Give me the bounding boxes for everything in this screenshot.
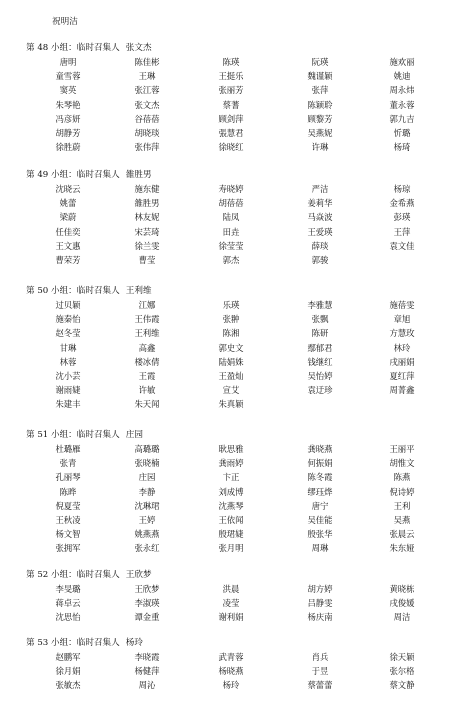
member-name: 郭史文 xyxy=(218,342,244,353)
member-name: 金希燕 xyxy=(389,198,415,209)
member-name: 王婷 xyxy=(138,514,156,525)
member-name: 王萍 xyxy=(393,226,411,237)
member-name: 陆娟姝 xyxy=(218,356,244,367)
member-name: 李淑瑛 xyxy=(134,598,160,609)
member-name: 龚雨婷 xyxy=(218,458,244,469)
group-convener: 张文杰 xyxy=(125,43,152,53)
member-row xyxy=(0,241,452,255)
member-name: 陈颖聆 xyxy=(307,99,333,110)
member-row xyxy=(0,212,452,226)
member-table xyxy=(0,184,452,269)
member-row xyxy=(0,666,452,680)
member-name: 李雅慧 xyxy=(307,300,333,310)
member-row xyxy=(0,328,452,342)
member-name: 雒胜男 xyxy=(134,198,160,209)
member-name: 高璐璐 xyxy=(134,444,160,454)
group-title: 第 48 小组：临时召集人 xyxy=(26,43,120,53)
member-row xyxy=(0,598,452,612)
member-name: 周菁鑫 xyxy=(389,385,415,396)
member-name: 倪诗婷 xyxy=(389,486,415,497)
member-name: 阮瑛 xyxy=(311,57,329,67)
member-name: 陈瑛 xyxy=(222,57,240,67)
member-name: 凌莹 xyxy=(222,598,240,609)
member-name: 王爱瑛 xyxy=(307,226,333,237)
member-row xyxy=(0,343,452,357)
group-header xyxy=(26,430,143,441)
member-name: 杜璐雁 xyxy=(55,444,81,454)
member-name: 朱建丰 xyxy=(55,399,81,410)
member-row xyxy=(0,184,452,198)
member-name: 王伟霞 xyxy=(134,314,160,325)
member-name: 沈琳珺 xyxy=(134,500,160,511)
member-name: 林友妮 xyxy=(134,212,160,223)
member-row xyxy=(0,458,452,472)
member-row xyxy=(0,100,452,114)
member-name: 王秋凌 xyxy=(55,514,81,525)
member-name: 袁迂珍 xyxy=(307,385,333,396)
member-name: 谢雨婕 xyxy=(55,385,81,396)
member-name: 章旭 xyxy=(393,314,411,325)
member-name: 胡蓓蓓 xyxy=(218,198,244,209)
member-name: 戌丽娟 xyxy=(389,356,415,367)
member-name: 姜莉华 xyxy=(307,198,333,209)
member-name: 黄晓栋 xyxy=(389,584,415,594)
member-name: 沈燕琴 xyxy=(218,500,244,511)
member-name: 耿思雅 xyxy=(218,444,244,454)
member-name: 孔丽琴 xyxy=(55,472,81,483)
group-convener: 王利维 xyxy=(125,286,152,296)
member-name: 张青 xyxy=(59,458,77,469)
member-name: 张尔格 xyxy=(389,666,415,677)
member-name: 彭瑛 xyxy=(393,212,411,223)
member-name: 夏红萍 xyxy=(389,370,415,381)
member-name: 王欣梦 xyxy=(134,584,160,594)
member-name: 于昱 xyxy=(311,666,329,677)
member-name: 谭金重 xyxy=(134,612,160,623)
group-title: 第 49 小组：临时召集人 xyxy=(26,170,120,180)
member-name: 张晓楠 xyxy=(134,458,160,469)
member-name: 沈思怡 xyxy=(55,612,81,623)
member-name: 蔡蓍 xyxy=(222,99,240,110)
member-name: 李静 xyxy=(138,486,156,497)
member-name: 寿晓婷 xyxy=(218,184,244,194)
member-name: 周沁 xyxy=(138,680,156,691)
member-name: 胡静芳 xyxy=(55,127,81,138)
member-name: 李旻璐 xyxy=(55,584,81,594)
member-name: 沈小芸 xyxy=(55,370,81,381)
member-name: 胡方婷 xyxy=(307,584,333,594)
member-name: 杨文智 xyxy=(55,529,81,540)
member-name: 任佳奕 xyxy=(55,226,81,237)
member-name: 殷张华 xyxy=(307,529,333,540)
member-name: 张文杰 xyxy=(134,99,160,110)
member-name: 郭九吉 xyxy=(389,113,415,124)
member-table xyxy=(0,57,452,156)
member-name: 薛琰 xyxy=(311,240,329,251)
member-name: 谷蓓蓓 xyxy=(134,113,160,124)
member-name: 鄢郁君 xyxy=(307,342,333,353)
member-row xyxy=(0,543,452,557)
member-name: 徐月娟 xyxy=(55,666,81,677)
group-header xyxy=(26,638,143,649)
member-name: 马焱波 xyxy=(307,212,333,223)
member-name: 陆凤 xyxy=(222,212,240,223)
group-title: 第 51 小组：临时召集人 xyxy=(26,430,120,440)
group-title: 第 50 小组：临时召集人 xyxy=(26,286,120,296)
member-row xyxy=(0,85,452,99)
member-row xyxy=(0,300,452,314)
member-name: 朱东娅 xyxy=(389,543,415,554)
member-name: 乐瑛 xyxy=(222,300,240,310)
member-name: 张敏杰 xyxy=(55,680,81,691)
member-name: 陈冬霞 xyxy=(307,472,333,483)
member-name: 王盈灿 xyxy=(218,370,244,381)
member-row xyxy=(0,198,452,212)
member-name: 殷珺婕 xyxy=(218,529,244,540)
member-name: 窦英 xyxy=(59,85,77,96)
member-name: 王霞 xyxy=(138,370,156,381)
member-name: 戌俊媛 xyxy=(389,598,415,609)
member-name: 张丽芳 xyxy=(218,85,244,96)
member-name: 江娜 xyxy=(138,300,156,310)
member-name: 吴燕妮 xyxy=(307,127,333,138)
member-name: 高鑫 xyxy=(138,342,156,353)
member-row xyxy=(0,314,452,328)
member-row xyxy=(0,399,452,413)
member-name: 严洁 xyxy=(311,184,329,194)
group-header xyxy=(26,170,152,181)
member-row xyxy=(0,385,452,399)
member-name: 朱真颖 xyxy=(218,399,244,410)
member-row xyxy=(0,71,452,85)
member-name: 张萍 xyxy=(311,85,329,96)
member-name: 董永蓉 xyxy=(389,99,415,110)
member-row xyxy=(0,652,452,666)
member-name: 周洁 xyxy=(393,612,411,623)
member-name: 吴佳能 xyxy=(307,514,333,525)
member-row xyxy=(0,612,452,626)
group-header xyxy=(26,286,152,297)
member-name: 甘琳 xyxy=(59,342,77,353)
previous-group-last-name: 祝明洁 xyxy=(52,17,78,27)
member-name: 张拥军 xyxy=(55,543,81,554)
member-name: 徐兰雯 xyxy=(134,240,160,251)
member-name: 杨玲 xyxy=(222,680,240,691)
member-name: 梁蔚 xyxy=(59,212,77,223)
member-name: 姚迪 xyxy=(393,71,411,82)
member-row xyxy=(0,529,452,543)
member-name: 郭杰 xyxy=(222,254,240,265)
member-name: 王琳 xyxy=(138,71,156,82)
member-name: 张江蓉 xyxy=(134,85,160,96)
member-name: 陈研 xyxy=(311,328,329,339)
member-row xyxy=(0,114,452,128)
member-name: 李晓霞 xyxy=(134,652,160,662)
member-name: 王利维 xyxy=(134,328,160,339)
group-convener: 杨玲 xyxy=(125,638,143,648)
member-table xyxy=(0,652,452,695)
group-convener: 雒胜男 xyxy=(125,170,152,180)
member-row xyxy=(0,584,452,598)
member-name: 周琳 xyxy=(311,543,329,554)
member-row xyxy=(0,501,452,515)
group-convener: 庄园 xyxy=(125,430,143,440)
member-table xyxy=(0,584,452,627)
member-name: 肖兵 xyxy=(311,652,329,662)
group-header xyxy=(26,43,152,54)
member-name: 林玲 xyxy=(393,342,411,353)
member-name: 陈晔 xyxy=(59,486,77,497)
member-row xyxy=(0,680,452,694)
member-row xyxy=(0,357,452,371)
member-name: 周永炜 xyxy=(389,85,415,96)
member-name: 赵冬莹 xyxy=(55,328,81,339)
member-name: 田垚 xyxy=(222,226,240,237)
group-title: 第 53 小组：临时召集人 xyxy=(26,638,120,648)
member-name: 张翀 xyxy=(222,314,240,325)
member-name: 王挺乐 xyxy=(218,71,244,82)
member-row xyxy=(0,515,452,529)
member-name: 杨晓燕 xyxy=(218,666,244,677)
member-name: 朱天闻 xyxy=(134,399,160,410)
member-name: 武青蓉 xyxy=(218,652,244,662)
member-name: 龚晓燕 xyxy=(307,444,333,454)
member-name: 张伟萍 xyxy=(134,142,160,153)
member-name: 顾剑萍 xyxy=(218,113,244,124)
member-name: 杨琦 xyxy=(393,142,411,153)
member-name: 冯彦妍 xyxy=(55,113,81,124)
member-name: 施蓓雯 xyxy=(389,300,415,310)
member-name: 杨琼 xyxy=(393,184,411,194)
member-name: 唐明 xyxy=(59,57,77,67)
member-name: 張慧君 xyxy=(218,127,244,138)
member-name: 曹荣芳 xyxy=(55,254,81,265)
member-name: 施欢丽 xyxy=(389,57,415,67)
member-name: 张永红 xyxy=(134,543,160,554)
member-table xyxy=(0,444,452,558)
member-row xyxy=(0,128,452,142)
member-name: 赵鹏军 xyxy=(55,652,81,662)
member-name: 许敏 xyxy=(138,385,156,396)
member-name: 姚燕燕 xyxy=(134,529,160,540)
member-name: 顾黎芳 xyxy=(307,113,333,124)
member-name: 宣艾 xyxy=(222,385,240,396)
member-table xyxy=(0,300,452,414)
group-header xyxy=(26,570,152,581)
member-row xyxy=(0,472,452,486)
group-title: 第 52 小组：临时召集人 xyxy=(26,570,120,580)
member-name: 王文惠 xyxy=(55,240,81,251)
member-name: 张飘 xyxy=(311,314,329,325)
member-name: 蔡文静 xyxy=(389,680,415,691)
member-name: 朱琴艳 xyxy=(55,99,81,110)
member-name: 胡惟文 xyxy=(389,458,415,469)
member-name: 缪珏烨 xyxy=(307,486,333,497)
member-row xyxy=(0,255,452,269)
member-name: 胡晓琰 xyxy=(134,127,160,138)
member-name: 许琳 xyxy=(311,142,329,153)
member-name: 袁文佳 xyxy=(389,240,415,251)
member-name: 庄园 xyxy=(138,472,156,483)
member-name: 倪夏莹 xyxy=(55,500,81,511)
member-name: 吴燕 xyxy=(393,514,411,525)
group-convener: 王欣梦 xyxy=(125,570,152,580)
member-name: 徐胜蔚 xyxy=(55,142,81,153)
member-name: 郭骏 xyxy=(311,254,329,265)
member-name: 张月明 xyxy=(218,543,244,554)
member-name: 楼冰倩 xyxy=(134,356,160,367)
member-name: 张晨云 xyxy=(389,529,415,540)
member-name: 卞正 xyxy=(222,472,240,483)
member-name: 吴怡婷 xyxy=(307,370,333,381)
member-name: 王利 xyxy=(393,500,411,511)
member-name: 陈燕 xyxy=(393,472,411,483)
member-row xyxy=(0,444,452,458)
member-name: 曹莹 xyxy=(138,254,156,265)
member-name: 施秦怡 xyxy=(55,314,81,325)
member-row xyxy=(0,57,452,71)
member-row xyxy=(0,227,452,241)
member-row xyxy=(0,371,452,385)
member-name: 姚蕾 xyxy=(59,198,77,209)
member-name: 陈佳彬 xyxy=(134,57,160,67)
member-name: 王依闻 xyxy=(218,514,244,525)
member-name: 魏谨颖 xyxy=(307,71,333,82)
member-name: 吕静雯 xyxy=(307,598,333,609)
member-name: 杨庆南 xyxy=(307,612,333,623)
member-name: 陈湘 xyxy=(222,328,240,339)
member-name: 徐天颖 xyxy=(389,652,415,662)
member-name: 洪晨 xyxy=(222,584,240,594)
member-name: 谢利娟 xyxy=(218,612,244,623)
member-name: 过贝颖 xyxy=(55,300,81,310)
member-name: 刘成博 xyxy=(218,486,244,497)
member-name: 钱继红 xyxy=(307,356,333,367)
member-name: 忻璐 xyxy=(393,127,411,138)
member-name: 徐晓红 xyxy=(218,142,244,153)
member-name: 徐莹莹 xyxy=(218,240,244,251)
member-name: 蔡蕾蕾 xyxy=(307,680,333,691)
member-name: 杨健萍 xyxy=(134,666,160,677)
member-name: 王丽平 xyxy=(389,444,415,454)
member-row xyxy=(0,142,452,156)
member-name: 沈晓云 xyxy=(55,184,81,194)
member-name: 童雪蓉 xyxy=(55,71,81,82)
member-name: 林蓉 xyxy=(59,356,77,367)
member-name: 方慧玫 xyxy=(389,328,415,339)
member-name: 宋芸琦 xyxy=(134,226,160,237)
member-row xyxy=(0,487,452,501)
member-name: 唐宁 xyxy=(311,500,329,511)
member-name: 蒋卓云 xyxy=(55,598,81,609)
member-name: 施东健 xyxy=(134,184,160,194)
member-name: 何振娟 xyxy=(307,458,333,469)
